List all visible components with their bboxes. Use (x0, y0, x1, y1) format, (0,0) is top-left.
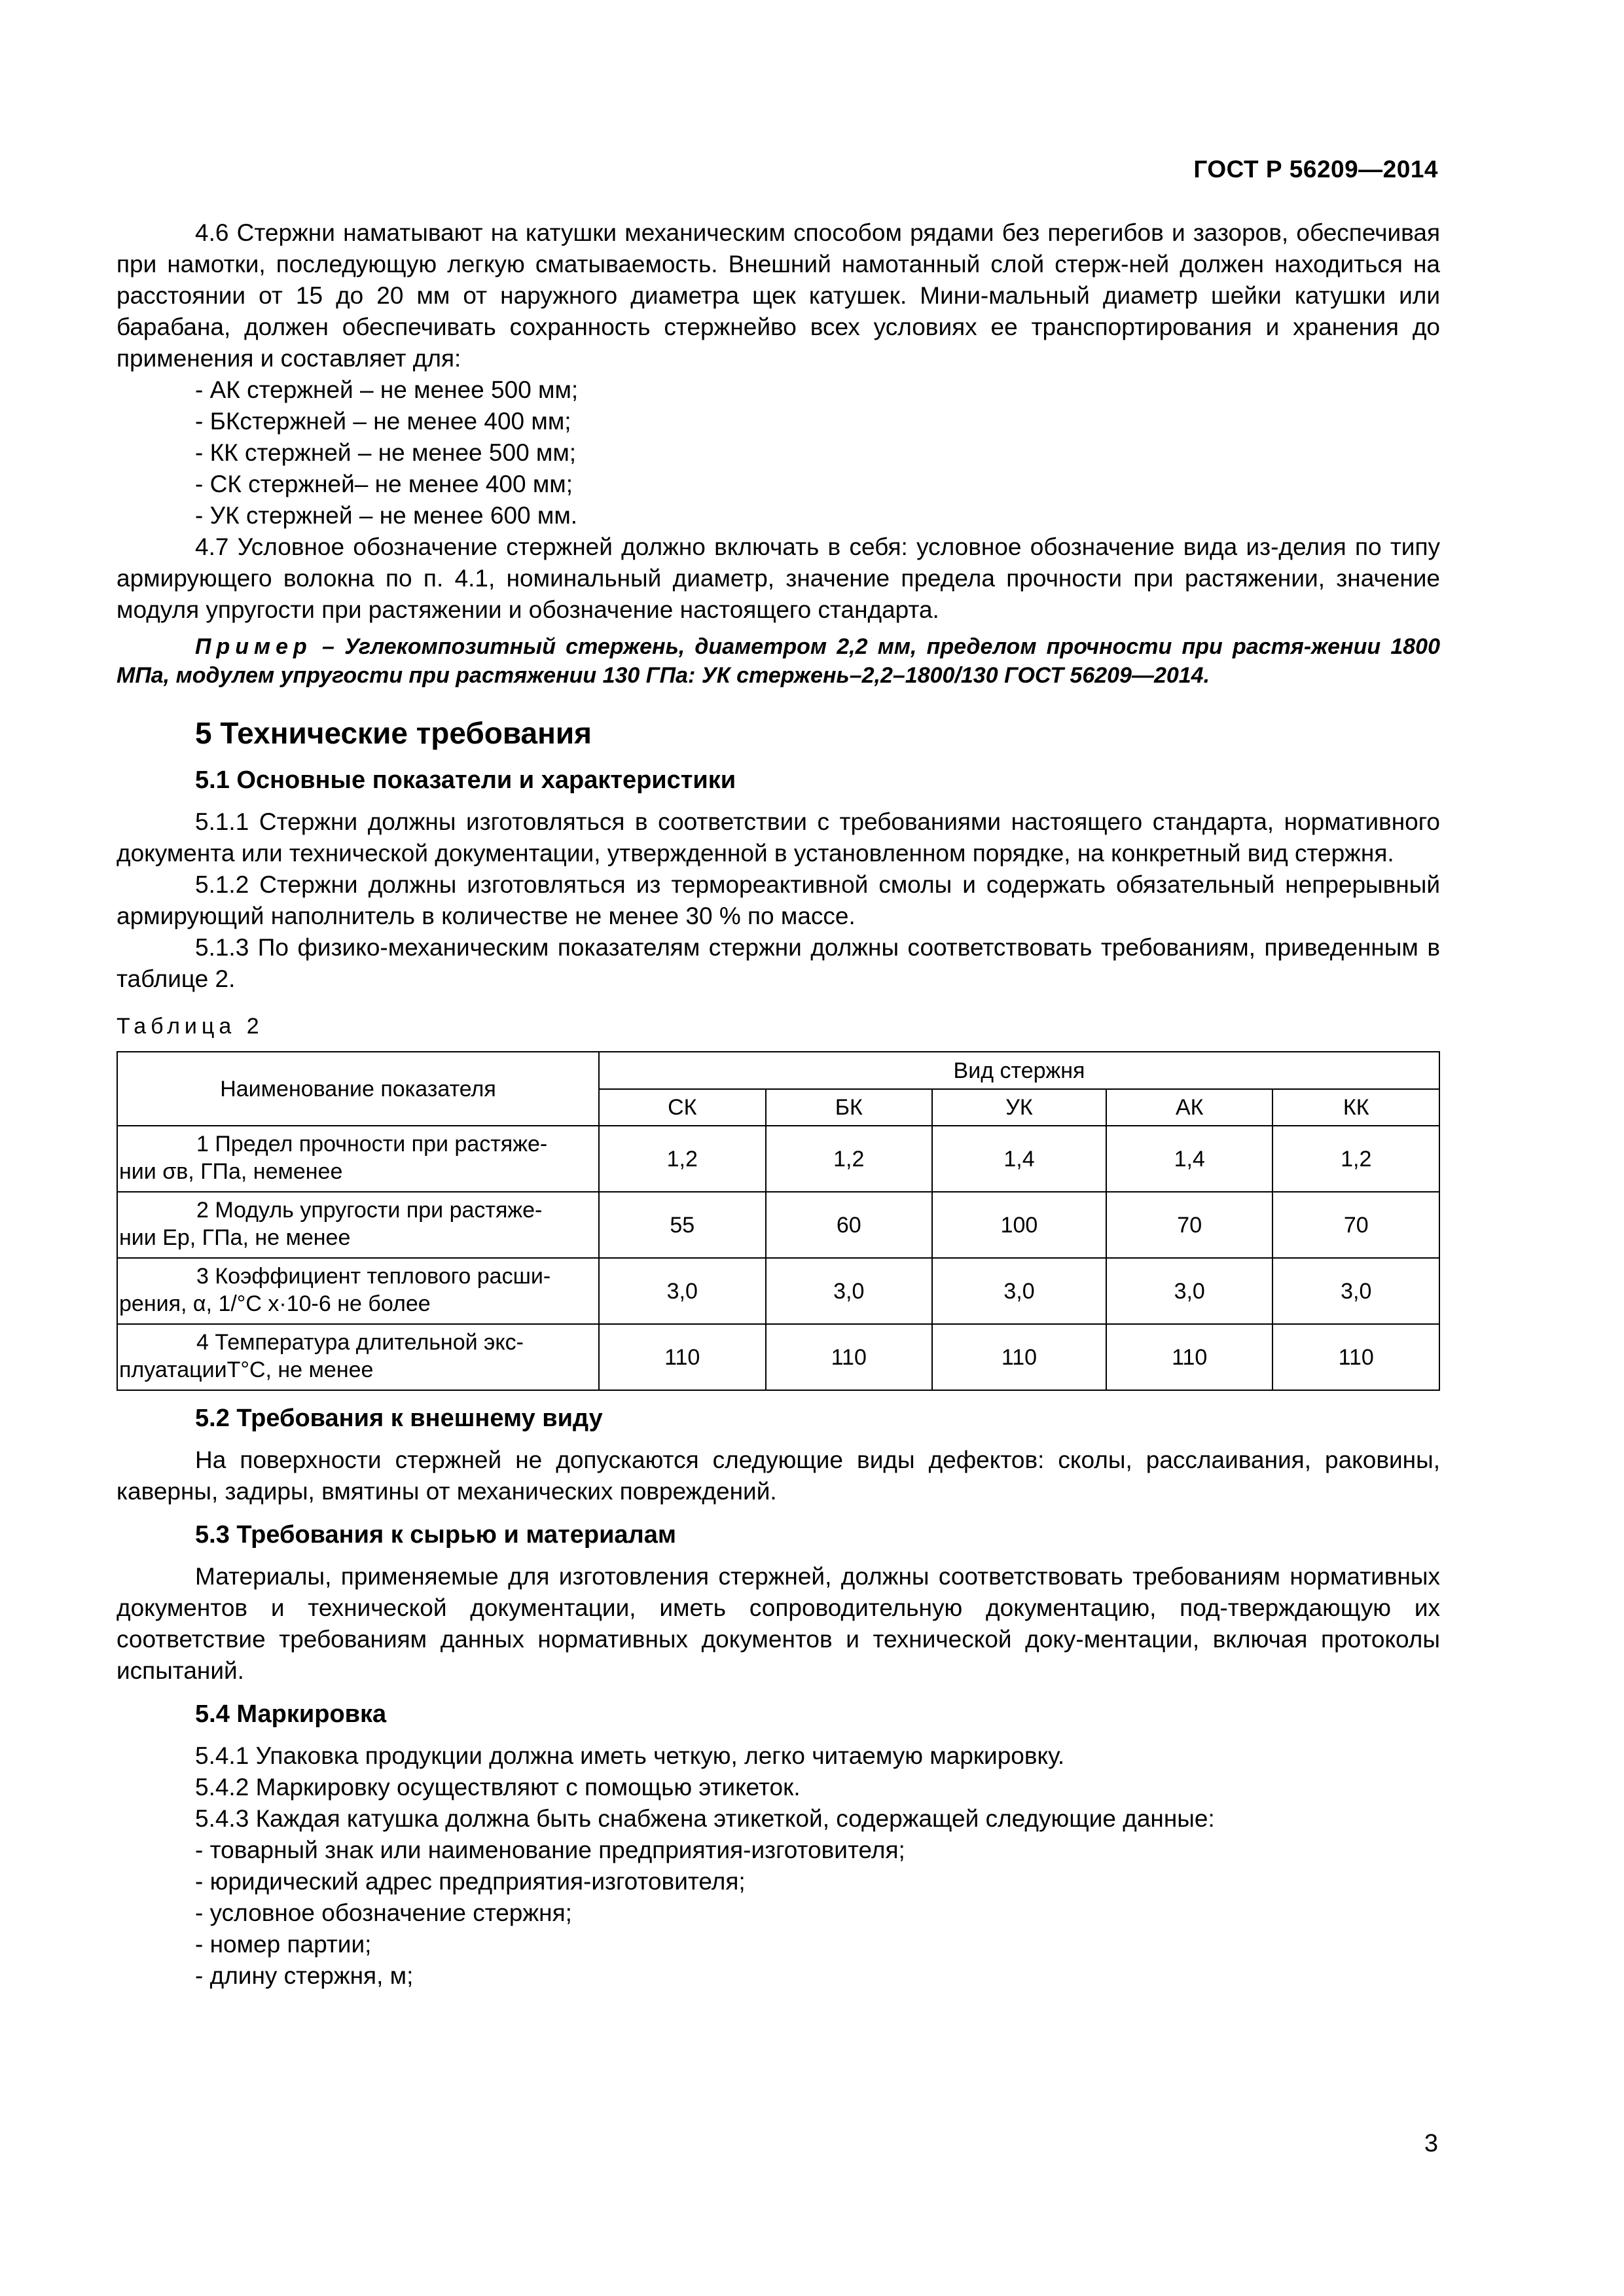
row-name: 3 Коэффициент теплового расши- рения, α, 1/°С x·10-6 не более (117, 1258, 599, 1324)
section-5-3-title: 5.3 Требования к сырью и материалам (195, 1521, 676, 1549)
paragraph-5-1-2: 5.1.2 Стержни должны изготовляться из термореактивной смолы и содержать обязательный непрерывный армирующий наполнитель в количестве не менее 30 % по массе. (117, 871, 1440, 929)
list-item: - БКстержней – не менее 400 мм; (195, 408, 571, 435)
table-cell: 1,4 (932, 1126, 1106, 1192)
row-name: 1 Предел прочности при растяже- нии σв, ГПа, неменее (117, 1126, 599, 1192)
col-header-group: Вид стержня (599, 1052, 1439, 1089)
table-cell: 110 (1272, 1324, 1439, 1390)
page-content (117, 217, 1440, 1992)
table-row (117, 1192, 1439, 1258)
paragraph-5-4-3: 5.4.3 Каждая катушка должна быть снабжена этикеткой, содержащей следующие данные: (195, 1805, 1215, 1832)
table-cell: 110 (932, 1324, 1106, 1390)
col-header-type: УК (932, 1089, 1106, 1126)
table-cell: 110 (1106, 1324, 1273, 1390)
row-name: 4 Температура длительной экс- плуатацииТ°С, не менее (117, 1324, 599, 1390)
table-row (117, 1258, 1439, 1324)
table-cell: 70 (1272, 1192, 1439, 1258)
paragraph-5-4-2: 5.4.2 Маркировку осуществляют с помощью этикеток. (195, 1774, 801, 1801)
page-number: 3 (1424, 2130, 1438, 2157)
section-5-title: 5 Технические требования (195, 716, 592, 750)
table-cell: 110 (766, 1324, 933, 1390)
list-5-4-3 (117, 1835, 1440, 1992)
col-header-type: БК (766, 1089, 933, 1126)
table-cell: 70 (1106, 1192, 1273, 1258)
example-text: – Углекомпозитный стержень, диаметром 2,2 мм, пределом прочности при растя-жении 1800 МПа, модулем упругости при растяжении 130 ГПа: УК стержень–2,2–1800/130 ГОСТ 56209—2014. (117, 634, 1440, 688)
table-cell: 1,2 (766, 1126, 933, 1192)
paragraph-5-4-1: 5.4.1 Упаковка продукции должна иметь четкую, легко читаемую маркировку. (195, 1742, 1065, 1769)
list-item: - АК стержней – не менее 500 мм; (195, 376, 579, 403)
table-row (117, 1126, 1439, 1192)
col-header-name: Наименование показателя (117, 1052, 599, 1126)
table-cell: 110 (599, 1324, 766, 1390)
table-cell: 100 (932, 1192, 1106, 1258)
table-caption: Таблица 2 (117, 1014, 264, 1039)
list-item: - номер партии; (195, 1931, 372, 1958)
section-5-1-title: 5.1 Основные показатели и характеристики (195, 766, 736, 794)
paragraph-5-1-1: 5.1.1 Стержни должны изготовляться в соответствии с требованиями настоящего стандарта, нормативного документа или технической документации, утвержденной в установленном порядке, на конкретный вид стержня. (117, 808, 1440, 867)
paragraph-5-2: На поверхности стержней не допускаются следующие виды дефектов: сколы, расслаивания, раковины, каверны, задиры, вмятины от механических повреждений. (117, 1446, 1440, 1505)
list-4-6 (117, 374, 1440, 531)
paragraph-5-1-3: 5.1.3 По физико-механическим показателям стержни должны соответствовать требованиям, приведенным в таблице 2. (117, 934, 1440, 992)
col-header-type: АК (1106, 1089, 1273, 1126)
section-5-2-title: 5.2 Требования к внешнему виду (195, 1405, 603, 1432)
paragraph-5-3: Материалы, применяемые для изготовления стержней, должны соответствовать требованиям нормативных документов и технической документации, иметь сопроводительную документацию, под-тверждающую их соответствие требованиям данных нормативных документов и технической доку-ментации, включая протоколы испытаний. (117, 1563, 1440, 1684)
section-5-4-title: 5.4 Маркировка (195, 1700, 387, 1728)
list-item: - юридический адрес предприятия-изготовителя; (195, 1868, 746, 1895)
col-header-type: СК (599, 1089, 766, 1126)
list-item: - УК стержней – не менее 600 мм. (195, 502, 578, 529)
col-header-type: КК (1272, 1089, 1439, 1126)
table-row (117, 1324, 1439, 1390)
list-item: - товарный знак или наименование предприятия-изготовителя; (195, 1837, 905, 1863)
paragraph-4-6: 4.6 Стержни наматывают на катушки механическим способом рядами без перегибов и зазоров, обеспечивая при намотки, последующую легкую сматываемость. Внешний намотанный слой стерж-ней должен находиться на расстоянии от 15 до 20 мм от наружного диаметра щек катушек. Мини-мальный диаметр шейки катушки или барабана, должен обеспечивать сохранность стержнейво всех условиях ее транспортирования и хранения до применения и составляет для: (117, 219, 1440, 372)
table-2 (117, 1051, 1440, 1391)
table-cell: 3,0 (766, 1258, 933, 1324)
row-name: 2 Модуль упругости при растяже- нии Eр, ГПа, не менее (117, 1192, 599, 1258)
list-item: - КК стержней – не менее 500 мм; (195, 439, 577, 466)
list-item: - длину стержня, м; (195, 1962, 414, 1989)
table-cell: 3,0 (932, 1258, 1106, 1324)
standard-header: ГОСТ Р 56209—2014 (1193, 156, 1438, 183)
table-cell: 55 (599, 1192, 766, 1258)
table-cell: 1,4 (1106, 1126, 1273, 1192)
list-item: - условное обозначение стержня; (195, 1899, 572, 1926)
table-cell: 60 (766, 1192, 933, 1258)
list-item: - СК стержней– не менее 400 мм; (195, 471, 573, 497)
example-note (117, 632, 1440, 690)
paragraph-4-7: 4.7 Условное обозначение стержней должно включать в себя: условное обозначение вида из-делия по типу армирующего волокна по п. 4.1, номинальный диаметр, значение предела прочности при растяжении, значение модуля упругости при растяжении и обозначение настоящего стандарта. (117, 533, 1440, 623)
table-cell: 1,2 (599, 1126, 766, 1192)
table-cell: 3,0 (599, 1258, 766, 1324)
table-cell: 1,2 (1272, 1126, 1439, 1192)
table-cell: 3,0 (1106, 1258, 1273, 1324)
table-cell: 3,0 (1272, 1258, 1439, 1324)
example-label: Пример (195, 634, 312, 659)
